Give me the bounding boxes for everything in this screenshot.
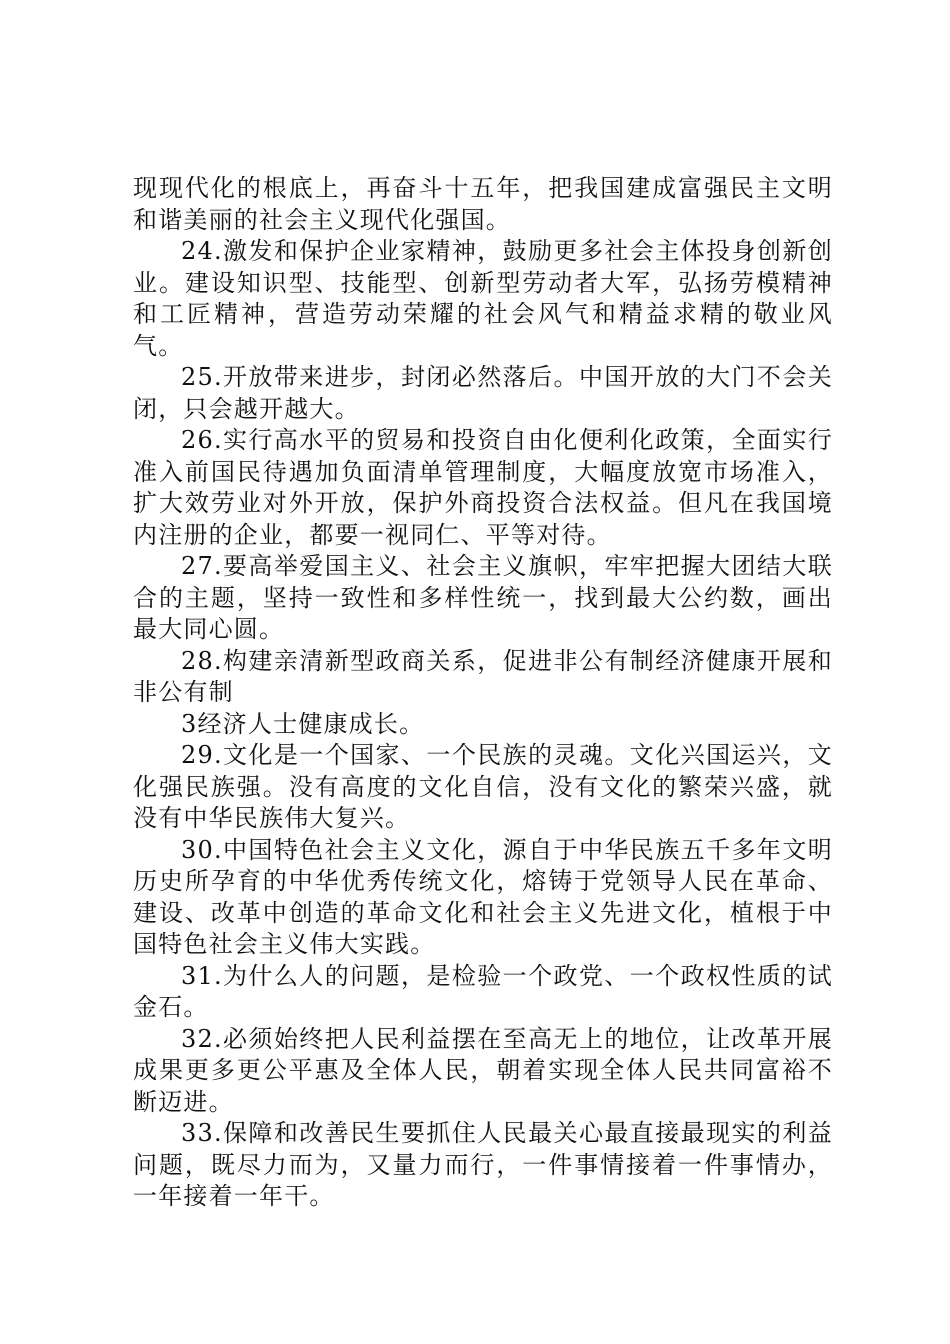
document-body (133, 173, 833, 1213)
paragraph-29: 29.文化是一个国家、一个民族的灵魂。文化兴国运兴，文化强民族强。没有高度的文化自信，没有文化的繁荣兴盛，就没有中华民族伟大复兴。 (133, 741, 833, 832)
paragraph-continuation: 现现代化的根底上，再奋斗十五年，把我国建成富强民主文明和谐美丽的社会主义现代化强国。 (133, 174, 833, 234)
paragraph-28: 28.构建亲清新型政商关系，促进非公有制经济健康开展和非公有制 (133, 646, 833, 706)
paragraph-27: 27.要高举爱国主义、社会主义旗帜，牢牢把握大团结大联合的主题，坚持一致性和多样性统一，找到最大公约数，画出最大同心圆。 (133, 552, 833, 643)
paragraph-31: 31.为什么人的问题，是检验一个政党、一个政权性质的试金石。 (133, 961, 833, 1021)
paragraph-26: 26.实行高水平的贸易和投资自由化便利化政策，全面实行准入前国民待遇加负面清单管理制度，大幅度放宽市场准入，扩大效劳业对外开放，保护外商投资合法权益。但凡在我国境内注册的企业，都要一视同仁、平等对待。 (133, 426, 833, 549)
paragraph-32: 32.必须始终把人民利益摆在至高无上的地位，让改革开展成果更多更公平惠及全体人民，朝着实现全体人民共同富裕不断迈进。 (133, 1024, 833, 1116)
paragraph-30: 30.中国特色社会主义文化，源自于中华民族五千多年文明历史所孕育的中华优秀传统文化，熔铸于党领导人民在革命、建设、改革中创造的革命文化和社会主义先进文化，植根于中国特色社会主义伟大实践。 (133, 835, 833, 958)
paragraph-25: 25.开放带来进步，封闭必然落后。中国开放的大门不会关闭，只会越开越大。 (133, 363, 833, 423)
paragraph-24: 24.激发和保护企业家精神，鼓励更多社会主体投身创新创业。建设知识型、技能型、创新型劳动者大军，弘扬劳模精神和工匠精神，营造劳动荣耀的社会风气和精益求精的敬业风气。 (133, 237, 833, 360)
paragraph-28-continued: 3经济人士健康成长。 (181, 709, 425, 738)
paragraph-33: 33.保障和改善民生要抓住人民最关心最直接最现实的利益问题，既尽力而为，又量力而行，一件事情接着一件事情办，一年接着一年干。 (133, 1119, 833, 1210)
